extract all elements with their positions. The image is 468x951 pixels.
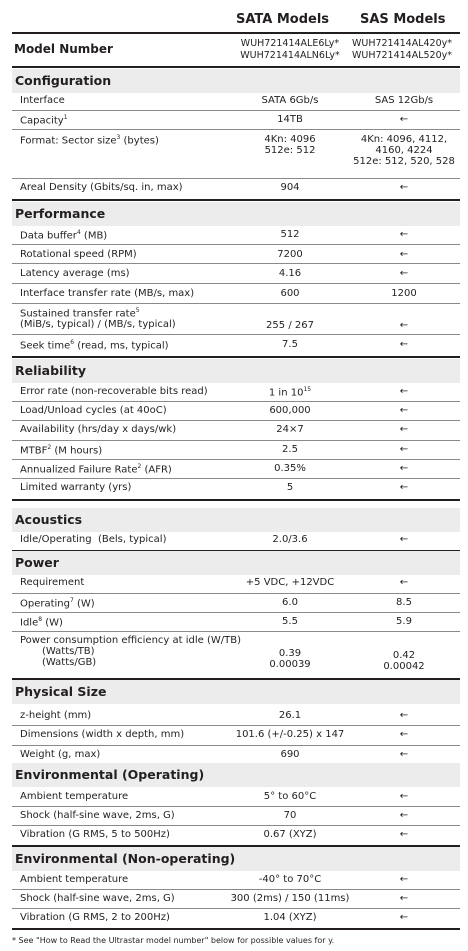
- same-as-sata-arrow: ←: [399, 249, 409, 260]
- sata-value: -40° to 70°C: [258, 874, 322, 885]
- divider: [12, 806, 460, 807]
- spec-label: Shock (half-sine wave, 2ms, G): [20, 893, 175, 904]
- spec-label: Latency average (ms): [20, 268, 130, 279]
- same-as-sata-arrow: ←: [399, 114, 409, 125]
- spec-label: Interface: [20, 95, 65, 106]
- sata-value: +5 VDC, +12VDC: [245, 577, 335, 588]
- spec-label: Limited warranty (yrs): [20, 482, 132, 493]
- divider: [12, 178, 460, 179]
- sata-value: 5: [286, 482, 294, 493]
- sata-value: 7.5: [282, 339, 298, 350]
- same-as-sata-arrow: ←: [399, 534, 409, 545]
- sas-model-numbers: [342, 38, 462, 62]
- spec-label: Vibration (G RMS, 2 to 200Hz): [20, 912, 170, 923]
- spec-label: Weight (g, max): [20, 749, 101, 760]
- sata-value: 0.35%: [274, 463, 306, 474]
- sas-model-1: WUH721414AL420y*: [351, 38, 453, 49]
- spec-label: MTBF$^2$ (M hours): [20, 444, 103, 457]
- sas-value: 1200: [391, 288, 417, 299]
- spec-label: Idle$^8$ (W): [20, 616, 63, 629]
- same-as-sata-arrow: ←: [399, 729, 409, 740]
- sata-value: 7200: [277, 249, 303, 260]
- spec-label: Seek time$^6$ (read, ms, typical): [20, 339, 169, 352]
- divider: [12, 303, 460, 304]
- sas-model-2: WUH721414AL520y*: [351, 50, 453, 61]
- sata-value: 6.0: [282, 597, 298, 608]
- divider: [12, 401, 460, 402]
- divider: [12, 199, 460, 201]
- sata-value: 512: [280, 229, 300, 240]
- sata-value: 4Kn: 4096 512e: 512: [264, 134, 316, 156]
- spec-label: Requirement: [20, 577, 85, 588]
- sata-value: 101.6 (+/-0.25) x 147: [235, 729, 345, 740]
- sas-value: 4Kn: 4096, 4112, 4160, 4224 512e: 512, 520, 528: [353, 134, 455, 167]
- section-acoustics: Acoustics: [12, 508, 460, 532]
- sata-value: 26.1: [278, 710, 302, 721]
- sata-value: 70: [283, 810, 297, 821]
- spec-label: Idle/Operating (Bels, typical): [20, 534, 167, 545]
- spec-label: Areal Density (Gbits/sq. in, max): [20, 182, 183, 193]
- sata-value: 2.0/3.6: [272, 534, 308, 545]
- sata-value: 1 in $10^{15}$: [268, 386, 312, 399]
- divider: [12, 725, 460, 726]
- sata-value: 5° to 60°C: [263, 791, 317, 802]
- model-number-label: Model Number: [14, 42, 113, 56]
- section-power: Power: [12, 551, 460, 575]
- same-as-sata-arrow: ←: [399, 320, 409, 331]
- same-as-sata-arrow: ←: [399, 405, 409, 416]
- section-performance: Performance: [12, 202, 460, 226]
- same-as-sata-arrow: ←: [399, 577, 409, 588]
- divider: [12, 889, 460, 890]
- divider: [12, 32, 460, 34]
- spec-label: Ambient temperature: [20, 874, 129, 885]
- sata-model-2: WUH721414ALN6Ly*: [240, 50, 340, 61]
- sas-models-header: SAS Models: [360, 12, 446, 27]
- same-as-sata-arrow: ←: [399, 893, 409, 904]
- same-as-sata-arrow: ←: [399, 829, 409, 840]
- same-as-sata-arrow: ←: [399, 874, 409, 885]
- spec-label: Ambient temperature: [20, 791, 129, 802]
- divider: [12, 593, 460, 594]
- section-configuration: Configuration: [12, 69, 460, 93]
- divider: [12, 499, 460, 501]
- spec-label: Error rate (non-recoverable bits read): [20, 386, 208, 397]
- divider: [12, 66, 460, 68]
- spec-label: Sustained transfer rate$^5$ (MiB/s, typical) / (MB/s, typical): [20, 307, 176, 331]
- divider: [12, 928, 460, 930]
- divider: [12, 334, 460, 335]
- sas-value: SAS 12Gb/s: [374, 95, 434, 106]
- sata-value: 600,000: [269, 405, 311, 416]
- section-physical-size: Physical Size: [12, 680, 460, 704]
- spec-label: Data buffer$^4$ (MB): [20, 229, 108, 242]
- spec-label: Format: Sector size$^3$ (bytes): [20, 134, 159, 147]
- same-as-sata-arrow: ←: [399, 912, 409, 923]
- divider: [12, 612, 460, 613]
- same-as-sata-arrow: ←: [399, 229, 409, 240]
- divider: [12, 420, 460, 421]
- spec-label: Interface transfer rate (MB/s, max): [20, 288, 195, 299]
- same-as-sata-arrow: ←: [399, 268, 409, 279]
- same-as-sata-arrow: ←: [399, 810, 409, 821]
- sata-value: 14TB: [277, 114, 303, 125]
- section-environmental-non-operating: Environmental (Non-operating): [12, 847, 460, 871]
- spec-label: Power consumption efficiency at idle (W/TB) (Watts/TB) (Watts/GB): [20, 635, 242, 668]
- same-as-sata-arrow: ←: [399, 182, 409, 193]
- spec-label: Annualized Failure Rate$^2$ (AFR): [20, 463, 172, 476]
- same-as-sata-arrow: ←: [399, 386, 409, 397]
- divider: [12, 478, 460, 479]
- spec-label: Capacity$^1$: [20, 114, 68, 127]
- divider: [12, 129, 460, 130]
- spec-label: Vibration (G RMS, 5 to 500Hz): [20, 829, 170, 840]
- divider: [12, 908, 460, 909]
- divider: [12, 745, 460, 746]
- spec-label: z-height (mm): [20, 710, 92, 721]
- divider: [12, 356, 460, 358]
- same-as-sata-arrow: ←: [399, 482, 409, 493]
- divider: [12, 631, 460, 632]
- same-as-sata-arrow: ←: [399, 710, 409, 721]
- sata-value: 300 (2ms) / 150 (11ms): [230, 893, 350, 904]
- spec-label: Operating$^7$ (W): [20, 597, 95, 610]
- sata-models-header: SATA Models: [236, 12, 330, 27]
- sata-value: 904: [280, 182, 300, 193]
- divider: [12, 244, 460, 245]
- same-as-sata-arrow: ←: [399, 463, 409, 474]
- same-as-sata-arrow: ←: [399, 749, 409, 760]
- spec-label: Dimensions (width x depth, mm): [20, 729, 185, 740]
- divider: [12, 440, 460, 441]
- spec-label: Load/Unload cycles (at 40oC): [20, 405, 167, 416]
- sas-value: 8.5: [396, 597, 412, 608]
- section-environmental-operating: Environmental (Operating): [12, 763, 460, 787]
- sata-model-1: WUH721414ALE6Ly*: [240, 38, 340, 49]
- sata-value: SATA 6Gb/s: [261, 95, 319, 106]
- sata-value: 600: [280, 288, 300, 299]
- sata-value: 1.04 (XYZ): [263, 912, 317, 923]
- sata-value: 24×7: [276, 424, 304, 435]
- spec-label: Shock (half-sine wave, 2ms, G): [20, 810, 175, 821]
- spec-label: Availability (hrs/day x days/wk): [20, 424, 177, 435]
- sas-value: 5.9: [396, 616, 412, 627]
- sata-model-numbers: [220, 38, 360, 62]
- model-number-row: [12, 38, 460, 66]
- footnote: * See "How to Read the Ultrastar model number" below for possible values for y.: [12, 936, 335, 945]
- divider: [12, 459, 460, 460]
- sata-value: 4.16: [278, 268, 302, 279]
- spec-label: Rotational speed (RPM): [20, 249, 137, 260]
- sata-value: 0.39 0.00039: [269, 648, 311, 670]
- divider: [12, 110, 460, 111]
- sata-value: 5.5: [282, 616, 298, 627]
- divider: [12, 825, 460, 826]
- same-as-sata-arrow: ←: [399, 424, 409, 435]
- same-as-sata-arrow: ←: [399, 339, 409, 350]
- sata-value: 2.5: [282, 444, 298, 455]
- divider: [12, 263, 460, 264]
- sas-value: 0.42 0.00042: [383, 650, 425, 672]
- sata-value: 0.67 (XYZ): [263, 829, 317, 840]
- same-as-sata-arrow: ←: [399, 791, 409, 802]
- sata-value: 690: [280, 749, 300, 760]
- divider: [12, 283, 460, 284]
- same-as-sata-arrow: ←: [399, 444, 409, 455]
- section-reliability: Reliability: [12, 359, 460, 383]
- sata-value: 255 / 267: [266, 320, 314, 331]
